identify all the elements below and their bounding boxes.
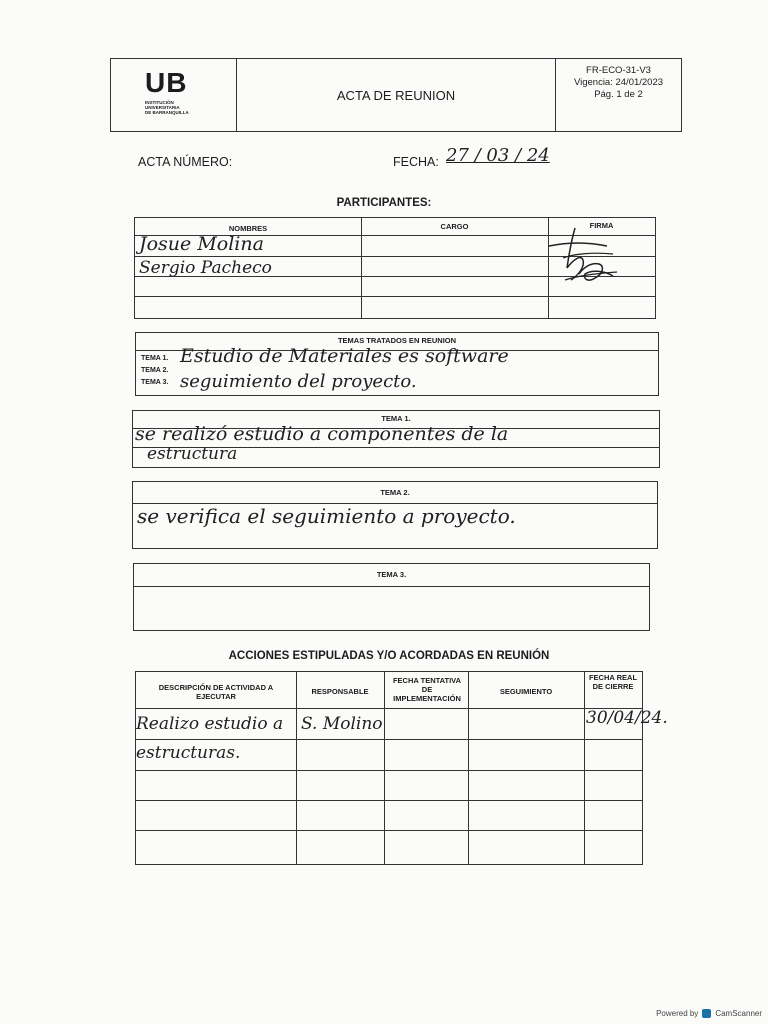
tema1-box xyxy=(132,410,660,468)
document-vigencia: Vigencia: 24/01/2023 xyxy=(573,77,664,88)
participantes-title: PARTICIPANTES: xyxy=(336,197,432,209)
accion-responsable: S. Molino xyxy=(301,714,383,734)
participant-name: Josue Molina xyxy=(139,233,264,255)
document-title-text: ACTA DE REUNION xyxy=(336,87,456,103)
col-descripcion: DESCRIPCIÓN DE ACTIVIDAD A EJECUTAR xyxy=(158,683,274,701)
tema2-box xyxy=(132,481,658,549)
col-firma: FIRMA xyxy=(589,221,614,230)
tema1-line1: se realizó estudio a componentes de la xyxy=(135,423,509,445)
acciones-table xyxy=(135,671,668,865)
col-seguimiento: SEGUIMIENTO xyxy=(499,687,553,696)
tema2-title: TEMA 2. xyxy=(380,488,410,497)
camscanner-watermark: Powered by CamScanner xyxy=(656,1009,762,1018)
tema3-title: TEMA 3. xyxy=(376,570,407,579)
col-fecha-tentativa: FECHA TENTATIVA DE IMPLEMENTACIÓN xyxy=(392,676,462,703)
document-code-cell xyxy=(556,61,681,133)
signature xyxy=(543,224,623,290)
document-page: Pág. 1 de 2 xyxy=(594,89,643,100)
tema3-box xyxy=(133,563,650,631)
col-nombres: NOMBRES xyxy=(228,224,268,233)
logo-cell xyxy=(111,59,237,131)
tema2-line1: se verifica el seguimiento a proyecto. xyxy=(137,504,516,528)
tema1-line2: estructura xyxy=(147,444,238,464)
fecha-label: FECHA: xyxy=(393,155,439,169)
tema3-text: seguimiento del proyecto. xyxy=(180,371,417,392)
acciones-title: ACCIONES ESTIPULADAS Y/O ACORDADAS EN REUNIÓN xyxy=(228,650,550,662)
temas-tratados-box xyxy=(135,332,659,396)
participant-name: Sergio Pacheco xyxy=(139,258,272,278)
accion-fecha-cierre: 30/04/24. xyxy=(586,708,668,728)
camscanner-icon xyxy=(702,1009,711,1018)
institution-logo: UB INSTITUCIÓN UNIVERSITARIA DE BARRANQUILLA xyxy=(145,67,189,115)
acta-numero-label: ACTA NÚMERO: xyxy=(138,155,233,169)
col-cargo: CARGO xyxy=(440,222,469,231)
col-fecha-cierre: FECHA REAL DE CIERRE xyxy=(588,673,638,691)
temas-title: TEMAS TRATADOS EN REUNION xyxy=(337,336,457,345)
document-header xyxy=(110,58,682,132)
accion-descripcion: Realizo estudio a xyxy=(136,714,284,734)
tema1-text: Estudio de Materiales es software xyxy=(180,345,509,367)
tema1-title: TEMA 1. xyxy=(381,414,411,423)
document-code: FR-ECO-31-V3 xyxy=(586,65,651,76)
temas-labels: TEMA 1. TEMA 2. TEMA 3. xyxy=(141,355,169,386)
document-title xyxy=(237,59,556,131)
fecha-value: 27 / 03 / 24 xyxy=(446,145,550,166)
col-responsable: RESPONSABLE xyxy=(311,687,369,696)
participantes-table xyxy=(134,217,656,319)
accion-descripcion: estructuras. xyxy=(136,743,241,763)
